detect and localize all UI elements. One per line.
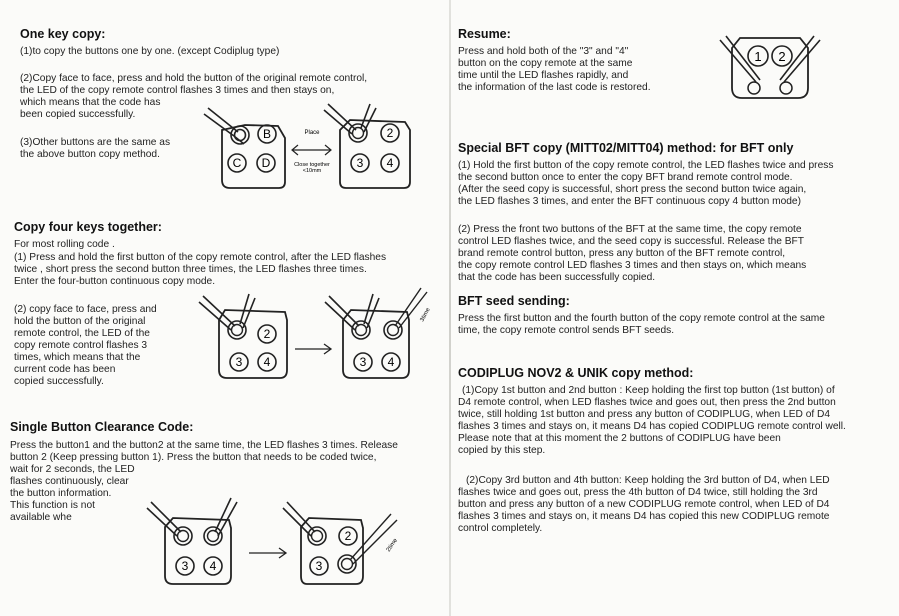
text-line: twice, still holding 1st button and press any button of CODIPLUG, when LED of D4: [458, 409, 831, 420]
diagram-four-keys: [195, 282, 435, 387]
text-line: been copied successfully.: [20, 109, 136, 120]
button-label: 4: [263, 355, 271, 369]
text-line: current code has been: [14, 364, 116, 375]
text-line: (1) Hold the first button of the copy remote control, the LED flashes twice and press: [458, 160, 834, 171]
text-line: Press the button1 and the button2 at the same time, the LED flashes 3 times. Release: [10, 440, 398, 451]
text-line: the above button copy method.: [20, 149, 160, 160]
text-line: button 2 (Keep pressing button 1). Press the button that needs to be coded twice,: [10, 452, 377, 463]
text-line: flashes continuously, clear: [10, 476, 129, 487]
text-line: button and press any button of a new CODIPLUG remote control, when LED of D4: [458, 499, 830, 510]
diagram-single-clearance: [145, 492, 435, 592]
button-label-d: D: [261, 156, 271, 170]
text-line: (2)Copy face to face, press and hold the button of the original remote control,: [20, 73, 368, 84]
text-line: Please note that at this moment the 2 buttons of CODIPLUG have been: [458, 433, 781, 444]
resume-title: Resume:: [458, 27, 511, 41]
diagram-face-to-face: [200, 100, 415, 195]
label-distance: <10mm: [302, 168, 322, 174]
text-line: (2)Copy 3rd button and 4th button: Keep holding the 3rd button of D4, when LED: [466, 475, 830, 486]
text-line: hold the button of the original: [14, 316, 146, 327]
text-line: (3)Other buttons are the same as: [20, 137, 171, 148]
text-line: Press the first button and the fourth button of the copy remote control at the same: [458, 313, 825, 324]
button-label: 3: [235, 355, 243, 369]
four-keys-title: Copy four keys together:: [14, 220, 162, 234]
text-line: copied by this step.: [458, 445, 546, 456]
text-line: Enter the four-button continuous copy mode.: [14, 276, 216, 287]
text-line: the copy remote control LED flashes 3 times and then stays on, which means: [458, 260, 807, 271]
text-line: available whe: [10, 512, 72, 523]
text-line: (2) Press the front two buttons of the BFT at the same time, the copy remote: [458, 224, 802, 235]
text-line: (2) copy face to face, press and: [14, 304, 157, 315]
times-label: 2time: [385, 537, 400, 554]
text-line: brand remote control button, press any button of the BFT remote control,: [458, 248, 786, 259]
text-line: button on the copy remote at the same: [458, 58, 633, 69]
text-line: which means that the code has: [20, 97, 161, 108]
arrow-right-icon: [249, 548, 286, 558]
right-page: [450, 0, 899, 616]
text-line: copy remote control flashes 3: [14, 340, 148, 351]
text-line: times, which means that the: [14, 352, 141, 363]
label-close-together: Close together: [294, 162, 330, 168]
button-label-4: 4: [386, 156, 394, 170]
button-label-b: B: [262, 127, 272, 141]
button-label: 4: [209, 559, 217, 573]
diagram-resume: [720, 30, 820, 110]
text-line: (After the seed copy is successful, short press the second button twice again,: [458, 184, 807, 195]
button-label-c: C: [232, 156, 242, 170]
text-line: twice , short press the second button three times, the LED flashes three times.: [14, 264, 367, 275]
text-line: Press and hold both of the "3" and "4": [458, 46, 629, 57]
button-label: 4: [387, 355, 395, 369]
text-line: time until the LED flashes rapidly, and: [458, 70, 629, 81]
single-title: Single Button Clearance Code:: [10, 420, 194, 434]
label-place: Place: [304, 130, 320, 136]
text-line: For most rolling code .: [14, 239, 115, 250]
one-key-line1: (1)to copy the buttons one by one. (except Codiplug type): [20, 46, 280, 57]
button-label: 3: [181, 559, 189, 573]
button-label: 3: [315, 559, 323, 573]
text-line: flashes 3 times and stays on, it means D4 has copied CODIPLUG remote control well.: [458, 421, 846, 432]
text-line: wait for 2 seconds, the LED: [10, 464, 135, 475]
text-line: copied successfully.: [14, 376, 104, 387]
button-label: 2: [263, 327, 271, 341]
double-arrow-icon: [292, 145, 331, 155]
bft-title: Special BFT copy (MITT02/MITT04) method: for BFT only: [458, 141, 794, 155]
button-label-2: 2: [386, 126, 394, 140]
text-line: control completely.: [458, 523, 543, 534]
text-line: remote control, the LED of the: [14, 328, 150, 339]
text-line: This function is not: [10, 500, 95, 511]
text-line: the information of the last code is restored.: [458, 82, 651, 93]
left-page: [0, 0, 449, 616]
text-line: (1) Press and hold the first button of the copy remote control, after the LED flashes: [14, 252, 387, 263]
text-line: (1)Copy 1st button and 2nd button : Keep holding the first top button (1st button) of: [462, 385, 835, 396]
arrow-right-icon: [295, 344, 331, 354]
times-label: 3time: [419, 307, 432, 323]
text-line: that the code has been successfully copied.: [458, 272, 656, 283]
text-line: the button information.: [10, 488, 112, 499]
one-key-title: One key copy:: [20, 27, 106, 41]
button-label: 2: [344, 529, 352, 543]
button-label-3: 3: [356, 156, 364, 170]
text-line: the LED of the copy remote control flashes 3 times and then stays on,: [20, 85, 335, 96]
seed-title: BFT seed sending:: [458, 294, 570, 308]
button-label: 2: [778, 49, 786, 64]
text-line: D4 remote control, when LED flashes twice and goes out, then press the 2nd button: [458, 397, 836, 408]
button-label: 1: [754, 49, 762, 64]
text-line: flashes twice and goes out, press the 4th button of D4 twice, still holding the 3rd: [458, 487, 818, 498]
codiplug-title: CODIPLUG NOV2 & UNIK copy method:: [458, 366, 694, 380]
text-line: flashes 3 times and stays on, it means D4 has copied this new CODIPLUG remote: [458, 511, 830, 522]
text-line: the LED flashes 3 times, and enter the BFT continuous copy 4 button mode): [458, 196, 801, 207]
text-line: time, the copy remote control sends BFT seeds.: [458, 325, 675, 336]
text-line: the second button once to enter the copy BFT brand remote control mode.: [458, 172, 793, 183]
text-line: control LED flashes twice, and the seed copy is successful. Release the BFT: [458, 236, 804, 247]
button-label: 3: [359, 355, 367, 369]
